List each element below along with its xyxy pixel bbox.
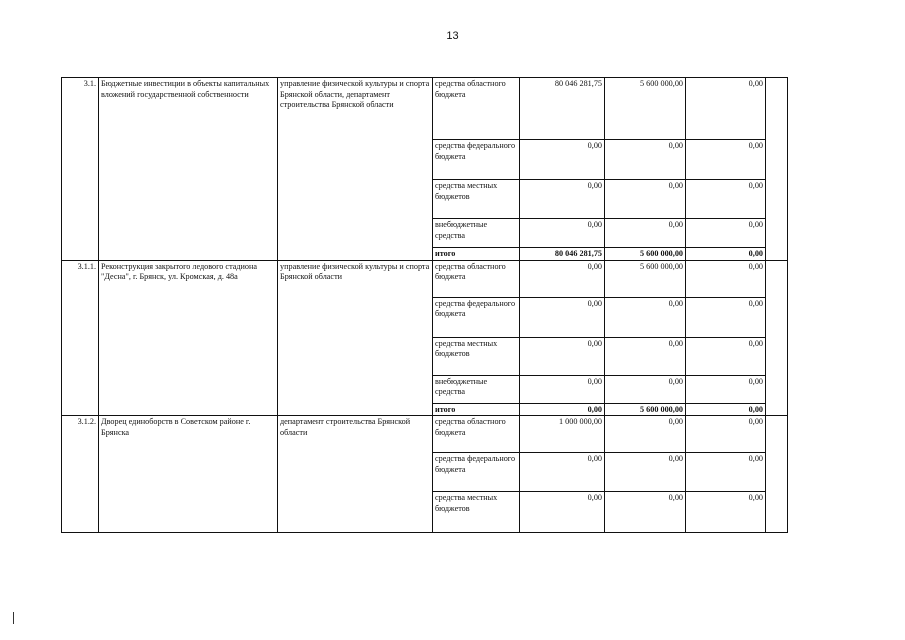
amount-value: 0,00: [520, 297, 605, 337]
amount-value: 5 600 000,00: [605, 260, 686, 297]
funding-source: внебюджетные средства: [433, 219, 520, 248]
amount-value: 0,00: [605, 492, 686, 533]
empty-cell: [766, 78, 788, 261]
measure-name: Реконструкция закрытого ледового стадиона "Десна", г. Брянск, ул. Кромская, д. 48а: [99, 260, 278, 416]
amount-value: 0,00: [686, 180, 766, 219]
amount-value: 0,00: [686, 492, 766, 533]
table-row: [62, 416, 788, 453]
amount-value: 0,00: [520, 180, 605, 219]
budget-table: [61, 77, 788, 533]
funding-source: средства местных бюджетов: [433, 180, 520, 219]
amount-value: 0,00: [520, 492, 605, 533]
amount-value: 1 000 000,00: [520, 416, 605, 453]
amount-value: 0,00: [686, 337, 766, 375]
amount-value: 0,00: [686, 219, 766, 248]
funding-source: средства местных бюджетов: [433, 492, 520, 533]
amount-value: 0,00: [605, 416, 686, 453]
amount-value: 0,00: [520, 453, 605, 492]
page-number: 13: [446, 30, 459, 42]
funding-source: средства местных бюджетов: [433, 337, 520, 375]
amount-value: 0,00: [686, 78, 766, 140]
row-number: 3.1.1.: [62, 260, 99, 416]
funding-source: средства федерального бюджета: [433, 140, 520, 180]
executor-name: департамент строительства Брянской области: [278, 416, 433, 533]
amount-value: 0,00: [686, 140, 766, 180]
amount-value: 0,00: [520, 337, 605, 375]
funding-source: средства областного бюджета: [433, 260, 520, 297]
total-value: 80 046 281,75: [520, 248, 605, 261]
total-value: 5 600 000,00: [605, 248, 686, 261]
amount-value: 0,00: [686, 260, 766, 297]
funding-source: средства федерального бюджета: [433, 297, 520, 337]
amount-value: 0,00: [520, 260, 605, 297]
empty-cell: [766, 260, 788, 416]
total-label: итого: [433, 403, 520, 416]
funding-source: средства федерального бюджета: [433, 453, 520, 492]
amount-value: 0,00: [605, 375, 686, 403]
measure-name: Бюджетные инвестиции в объекты капитальных вложений государственной собственности: [99, 78, 278, 261]
total-value: 0,00: [520, 403, 605, 416]
funding-source: средства областного бюджета: [433, 416, 520, 453]
total-value: 0,00: [686, 248, 766, 261]
empty-cell: [766, 416, 788, 533]
total-value: 5 600 000,00: [605, 403, 686, 416]
amount-value: 0,00: [605, 140, 686, 180]
amount-value: 0,00: [520, 219, 605, 248]
funding-source: внебюджетные средства: [433, 375, 520, 403]
row-number: 3.1.: [62, 78, 99, 261]
amount-value: 0,00: [605, 219, 686, 248]
total-label: итого: [433, 248, 520, 261]
amount-value: 0,00: [686, 375, 766, 403]
amount-value: 0,00: [605, 337, 686, 375]
row-number: 3.1.2.: [62, 416, 99, 533]
executor-name: управление физической культуры и спорта Брянской области, департамент строительства Брянской области: [278, 78, 433, 261]
amount-value: 0,00: [605, 180, 686, 219]
amount-value: 0,00: [520, 375, 605, 403]
amount-value: 80 046 281,75: [520, 78, 605, 140]
table-row: [62, 78, 788, 140]
funding-source: средства областного бюджета: [433, 78, 520, 140]
amount-value: 0,00: [605, 453, 686, 492]
amount-value: 0,00: [605, 297, 686, 337]
executor-name: управление физической культуры и спорта Брянской области: [278, 260, 433, 416]
scan-artifact: [13, 612, 14, 624]
total-value: 0,00: [686, 403, 766, 416]
amount-value: 0,00: [686, 453, 766, 492]
amount-value: 0,00: [686, 416, 766, 453]
amount-value: 0,00: [686, 297, 766, 337]
amount-value: 0,00: [520, 140, 605, 180]
amount-value: 5 600 000,00: [605, 78, 686, 140]
table-row: [62, 260, 788, 297]
measure-name: Дворец единоборств в Советском районе г. Брянска: [99, 416, 278, 533]
